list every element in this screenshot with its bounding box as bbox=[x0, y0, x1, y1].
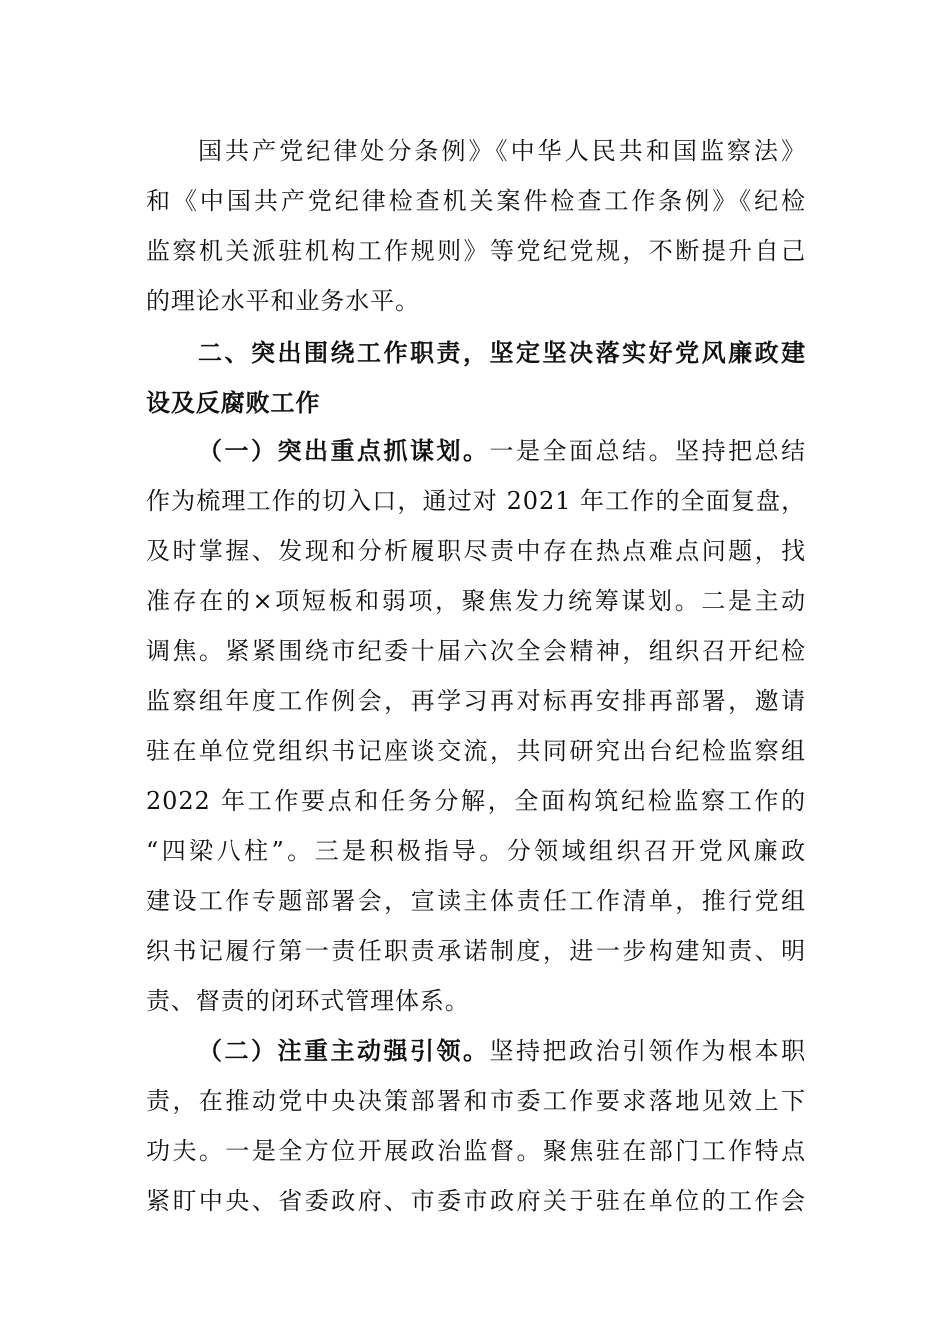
section-heading bbox=[146, 328, 806, 428]
subsection-2 bbox=[146, 1026, 806, 1226]
subsection-1 bbox=[146, 426, 806, 1026]
paragraph-line: 和《中国共产党纪律检查机关案件检查工作条例》《纪检 bbox=[146, 187, 806, 215]
paragraph-line: 国共产党纪律处分条例》《中华人民共和国监察法》 bbox=[198, 137, 806, 165]
subsection-first-line-text: 一是全面总结。坚持把总结 bbox=[489, 437, 806, 465]
heading-line: 二、突出围绕工作职责，坚定坚决落实好党风廉政建 bbox=[198, 339, 806, 367]
paragraph-line: 功夫。一是全方位开展政治监督。聚焦驻在部门工作特点 bbox=[146, 1137, 806, 1165]
subsection-first-line bbox=[146, 426, 806, 476]
paragraph-line: 监察组年度工作例会，再学习再对标再安排再部署，邀请 bbox=[146, 687, 806, 715]
paragraph-line: 2022 年工作要点和任务分解，全面构筑纪检监察工作的 bbox=[146, 787, 806, 815]
heading-line: 设及反腐败工作 bbox=[146, 389, 321, 417]
paragraph-line: 建设工作专题部署会，宣读主体责任工作清单，推行党组 bbox=[146, 887, 806, 915]
paragraph-line: 准存在的×项短板和弱项，聚焦发力统筹谋划。二是主动 bbox=[146, 587, 806, 615]
subsection-lead: （一）突出重点抓谋划。 bbox=[198, 437, 490, 465]
paragraph-line: 织书记履行第一责任职责承诺制度，进一步构建知责、明 bbox=[146, 937, 806, 965]
paragraph-line: 监察机关派驻机构工作规则》等党纪党规，不断提升自己 bbox=[146, 237, 806, 265]
paragraph-line: 责、督责的闭环式管理体系。 bbox=[146, 987, 470, 1015]
subsection-first-line bbox=[146, 1026, 806, 1076]
paragraph-line: 紧盯中央、省委政府、市委市政府关于驻在单位的工作会 bbox=[146, 1187, 806, 1215]
subsection-lead: （二）注重主动强引领。 bbox=[198, 1037, 490, 1065]
subsection-first-line-text: 坚持把政治引领作为根本职 bbox=[489, 1037, 806, 1065]
paragraph-line: 责，在推动党中央决策部署和市委工作要求落地见效上下 bbox=[146, 1087, 806, 1115]
paragraph-line: 作为梳理工作的切入口，通过对 2021 年工作的全面复盘， bbox=[146, 487, 806, 515]
paragraph-line: 调焦。紧紧围绕市纪委十届六次全会精神，组织召开纪检 bbox=[146, 637, 806, 665]
paragraph-line: “四梁八柱”。三是积极指导。分领域组织召开党风廉政 bbox=[146, 837, 806, 865]
paragraph-line: 驻在单位党组织书记座谈交流，共同研究出台纪检监察组 bbox=[146, 737, 806, 765]
paragraph-1 bbox=[146, 126, 806, 326]
paragraph-line: 及时掌握、发现和分析履职尽责中存在热点难点问题，找 bbox=[146, 537, 806, 565]
paragraph-line: 的理论水平和业务水平。 bbox=[146, 287, 420, 315]
